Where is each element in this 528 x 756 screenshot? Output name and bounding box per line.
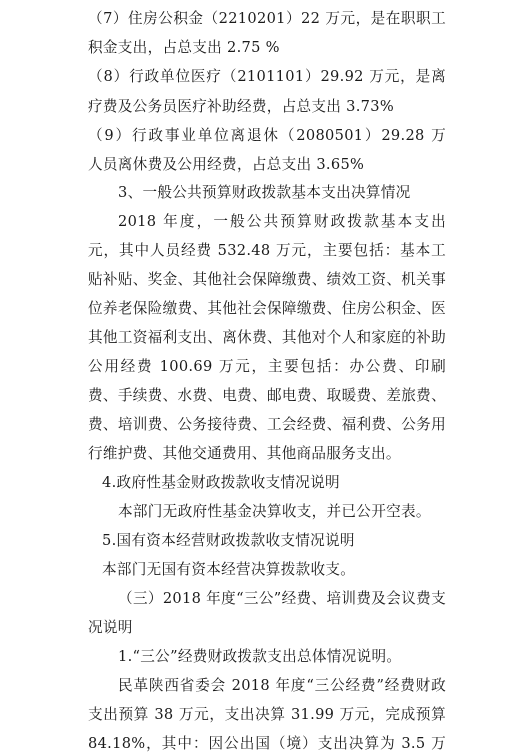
section-heading: 3、一般公共预算财政拨款基本支出决算情况 xyxy=(118,184,411,201)
text-line: 人员离休费及公用经费，占总支出 3.65% xyxy=(88,156,365,173)
text-line: 贴补贴、奖金、其他社会保障缴费、绩效工资、机关事 xyxy=(88,271,446,288)
text-line: （9）行政事业单位离退休（2080501）29.28 万 xyxy=(88,127,446,144)
text-line: 积金支出，占总支出 2.75 % xyxy=(88,39,280,56)
text-line: 本部门无国有资本经营决算拨款收支。 xyxy=(102,561,356,578)
text-line: （8）行政单位医疗（2101101）29.92 万元，是离 xyxy=(88,68,446,85)
section-heading: 5.国有资本经营财政拨款收支情况说明 xyxy=(102,532,355,549)
text-line: 元，其中人员经费 532.48 万元，主要包括：基本工 xyxy=(88,242,446,259)
text-line: 公用经费 100.69 万元，主要包括：办公费、印刷 xyxy=(88,358,446,375)
section-heading: 1.“三公”经费财政拨款支出总体情况说明。 xyxy=(118,648,402,665)
text-line: 费、培训费、公务接待费、工会经费、福利费、公务用 xyxy=(88,416,446,433)
text-line: 2018 年度，一般公共预算财政拨款基本支出 xyxy=(118,213,446,230)
text-line: 民革陕西省委会 2018 年度“三公经费”经费财政 xyxy=(118,677,446,694)
text-line: 支出预算 38 万元，支出决算 31.99 万元，完成预算 xyxy=(88,706,446,723)
section-heading: 4.政府性基金财政拨款收支情况说明 xyxy=(102,474,340,491)
text-line: 行维护费、其他交通费用、其他商品服务支出。 xyxy=(88,445,401,462)
section-heading: 况说明 xyxy=(88,619,133,636)
text-line: （7）住房公积金（2210201）22 万元，是在职职工 xyxy=(88,10,446,27)
text-line: 84.18%，其中：因公出国（境）支出决算为 3.5 万 xyxy=(88,735,446,752)
text-line: 其他工资福利支出、离休费、其他对个人和家庭的补助 xyxy=(88,329,446,346)
section-heading: （三）2018 年度“三公”经费、培训费及会议费支 xyxy=(118,590,446,607)
text-line: 疗费及公务员医疗补助经费，占总支出 3.73% xyxy=(88,98,394,115)
text-line: 本部门无政府性基金决算收支，并已公开空表。 xyxy=(118,503,431,520)
text-line: 费、手续费、水费、电费、邮电费、取暖费、差旅费、 xyxy=(88,387,446,404)
text-line: 位养老保险缴费、其他社会保障缴费、住房公积金、医 xyxy=(88,300,446,317)
